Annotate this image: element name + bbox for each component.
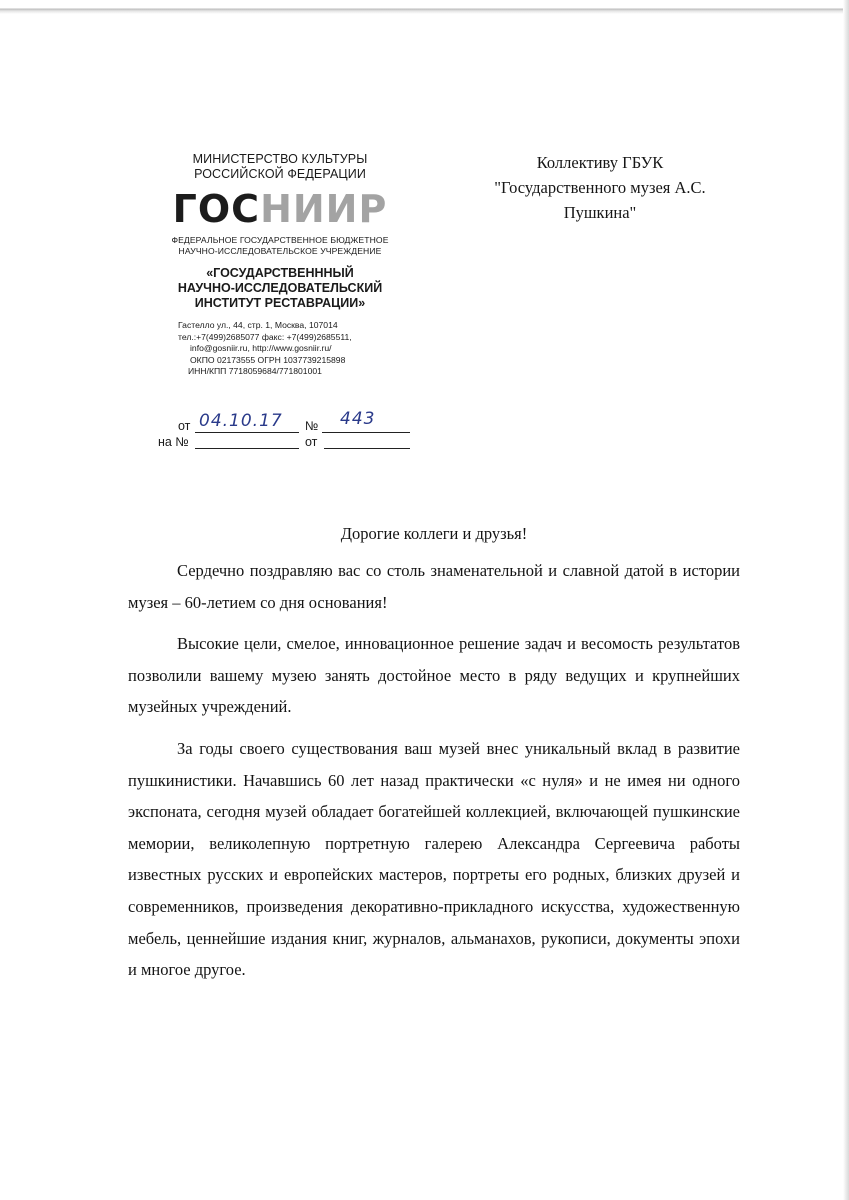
scan-edge-top (0, 0, 849, 14)
date-label: от (178, 419, 191, 433)
institution-type-line-2: НАУЧНО-ИССЛЕДОВАТЕЛЬСКОЕ УЧРЕЖДЕНИЕ (178, 246, 382, 256)
gosniir-logo (150, 188, 410, 230)
contact-address: Гастелло ул., 44, стр. 1, Москва, 107014 (178, 320, 338, 330)
addressee-block (455, 150, 745, 225)
addressee-line-2: "Государственного музея А.С. (494, 178, 706, 197)
paragraph-3: За годы своего существования ваш музей внес уникальный вклад в развитие пушкинистики. Начавшись 60 лет назад практически «с нуля» и не имея ни одного экспоната, сегодня музей обладает богатейшей коллекцией, включающей пушкинские мемории, великолепную портретную галерею Александра Сергеевича работы известных русских и европейских мастеров, портреты его родных, близких друзей и современников, произведения декоративно-прикладного искусства, художественную мебель, ценнейшие издания книг, журналов, альманахов, рукописи, документы эпохи и многое другое. (128, 738, 740, 980)
reference-number-blank-line (195, 448, 299, 449)
paragraph-1: Сердечно поздравляю вас со столь знаменательной и славной датой в истории музея – 60-летием со дня основания! (128, 561, 740, 612)
logo-part-niir: НИИР (260, 187, 388, 231)
institution-type (150, 235, 410, 257)
number-blank-line (322, 432, 410, 433)
contact-web: info@gosniir.ru, http://www.gosniir.ru/ (190, 343, 332, 353)
date-blank-line (195, 432, 299, 433)
contact-inn: ИНН/КПП 7718059684/771801001 (188, 366, 322, 376)
reference-date-blank-line (324, 448, 410, 449)
salutation: Дорогие коллеги и друзья! (340, 524, 528, 543)
letterhead (150, 152, 410, 378)
contact-block (150, 320, 410, 378)
institution-name-line-2: НАУЧНО-ИССЛЕДОВАТЕЛЬСКИЙ (177, 281, 383, 295)
reference-date-label: от (305, 435, 318, 449)
letter-body (128, 555, 740, 996)
institution-name (150, 266, 410, 311)
addressee-line-3: Пушкина" (563, 203, 637, 222)
institution-type-line-1: ФЕДЕРАЛЬНОЕ ГОСУДАРСТВЕННОЕ БЮДЖЕТНОЕ (171, 235, 389, 245)
scan-edge-right (843, 0, 849, 1200)
institution-name-line-1: «ГОСУДАРСТВЕНННЫЙ (206, 266, 354, 280)
reference-number-label: на № (158, 435, 189, 449)
ministry-line-1: МИНИСТЕРСТВО КУЛЬТУРЫ (192, 152, 368, 166)
contact-okpo: ОКПО 02173555 ОГРН 1037739215898 (190, 354, 346, 365)
handwritten-date: 04.10.17 (199, 411, 283, 431)
logo-part-gos: ГОС (172, 187, 261, 231)
addressee-line-1: Коллективу ГБУК (536, 153, 664, 172)
institution-name-line-3: ИНСТИТУТ РЕСТАВРАЦИИ» (194, 296, 366, 310)
ministry-line-2: РОССИЙСКОЙ ФЕДЕРАЦИИ (194, 167, 366, 181)
contact-phone: тел.:+7(499)2685077 факс: +7(499)2685511, (178, 331, 352, 342)
handwritten-number: 443 (340, 409, 376, 429)
ministry-name (150, 152, 410, 182)
number-label: № (305, 419, 319, 433)
paragraph-2: Высокие цели, смелое, инновационное решение задач и весомость результатов позволили вашему музею занять достойное место в ряду ведущих и крупнейших музейных учреждений. (128, 634, 740, 717)
